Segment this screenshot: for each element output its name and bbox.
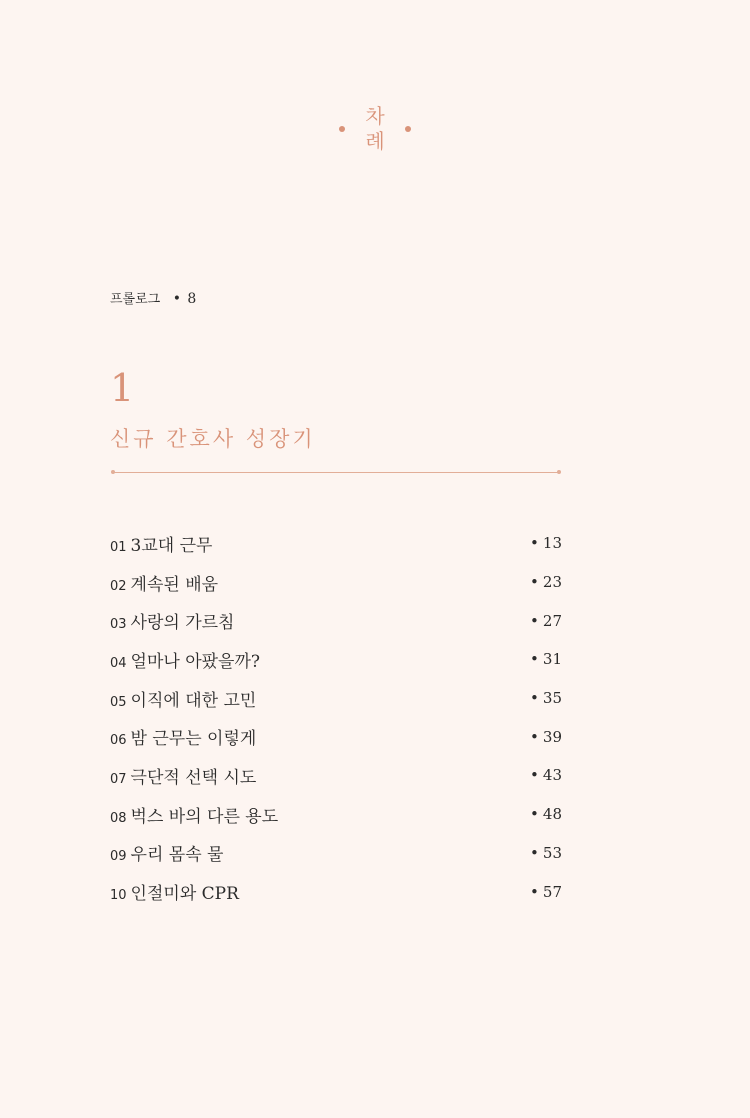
- part-title: 신규 간호사 성장기: [110, 427, 316, 451]
- entry-page: 48: [542, 805, 562, 824]
- entry-page: 27: [542, 611, 562, 630]
- toc-entry[interactable]: [110, 524, 562, 563]
- heading-left-dot: [339, 126, 345, 132]
- entry-title: 밤 근무는 이렇게: [130, 729, 257, 750]
- entry-page: 35: [542, 689, 562, 708]
- toc-entry[interactable]: [110, 872, 562, 911]
- divider-left-dot: [111, 470, 115, 474]
- entry-bullet: •: [530, 611, 539, 630]
- entry-page: 53: [542, 843, 562, 862]
- entry-number: 08: [110, 810, 127, 826]
- toc-entry[interactable]: [110, 679, 562, 718]
- toc-entry[interactable]: [110, 717, 562, 756]
- prologue-label: 프롤로그: [110, 292, 161, 307]
- toc-entry[interactable]: [110, 756, 562, 795]
- entry-title: 이직에 대한 고민: [130, 690, 257, 711]
- entry-number: 05: [110, 694, 127, 710]
- part-number: 1: [110, 366, 135, 410]
- toc-list: [110, 524, 562, 911]
- entry-number: 04: [110, 655, 127, 671]
- entry-title: 인절미와 CPR: [130, 884, 239, 905]
- entry-page: 43: [542, 766, 562, 785]
- toc-entry[interactable]: [110, 795, 562, 834]
- entry-bullet: •: [530, 573, 539, 592]
- entry-page: 31: [542, 650, 562, 669]
- entry-bullet: •: [530, 805, 539, 824]
- entry-title: 벅스 바의 다른 용도: [130, 806, 279, 827]
- entry-title: 계속된 배움: [130, 574, 219, 595]
- entry-bullet: •: [530, 843, 539, 862]
- entry-bullet: •: [530, 727, 539, 746]
- entry-page: 23: [542, 573, 562, 592]
- entry-page: 39: [542, 727, 562, 746]
- toc-entry[interactable]: [110, 563, 562, 602]
- entry-number: 01: [110, 539, 127, 555]
- heading-right-dot: [405, 126, 411, 132]
- entry-number: 09: [110, 849, 127, 865]
- entry-bullet: •: [530, 766, 539, 785]
- entry-bullet: •: [530, 650, 539, 669]
- entry-title: 사랑의 가르침: [130, 613, 235, 634]
- heading-char-bottom: 례: [365, 129, 385, 153]
- toc-entry[interactable]: [110, 601, 562, 640]
- entry-number: 10: [110, 888, 127, 904]
- entry-bullet: •: [530, 882, 539, 901]
- toc-entry[interactable]: [110, 834, 562, 873]
- prologue-page: 8: [187, 291, 197, 307]
- entry-number: 06: [110, 733, 127, 749]
- entry-title: 얼마나 아팠을까?: [130, 651, 261, 672]
- entry-title: 우리 몸속 물: [130, 845, 224, 866]
- toc-entry[interactable]: [110, 640, 562, 679]
- entry-number: 07: [110, 771, 127, 787]
- heading-char-top: 차: [365, 104, 385, 128]
- divider-rule: [113, 472, 559, 473]
- entry-bullet: •: [530, 689, 539, 708]
- entry-page: 13: [542, 534, 562, 553]
- entry-page: 57: [542, 882, 562, 901]
- prologue-bullet: •: [172, 291, 181, 307]
- divider-right-dot: [557, 470, 561, 474]
- entry-title: 3교대 근무: [130, 535, 213, 556]
- entry-bullet: •: [530, 534, 539, 553]
- entry-number: 03: [110, 617, 127, 633]
- prologue-entry[interactable]: [110, 289, 196, 310]
- entry-title: 극단적 선택 시도: [130, 767, 257, 788]
- entry-number: 02: [110, 578, 127, 594]
